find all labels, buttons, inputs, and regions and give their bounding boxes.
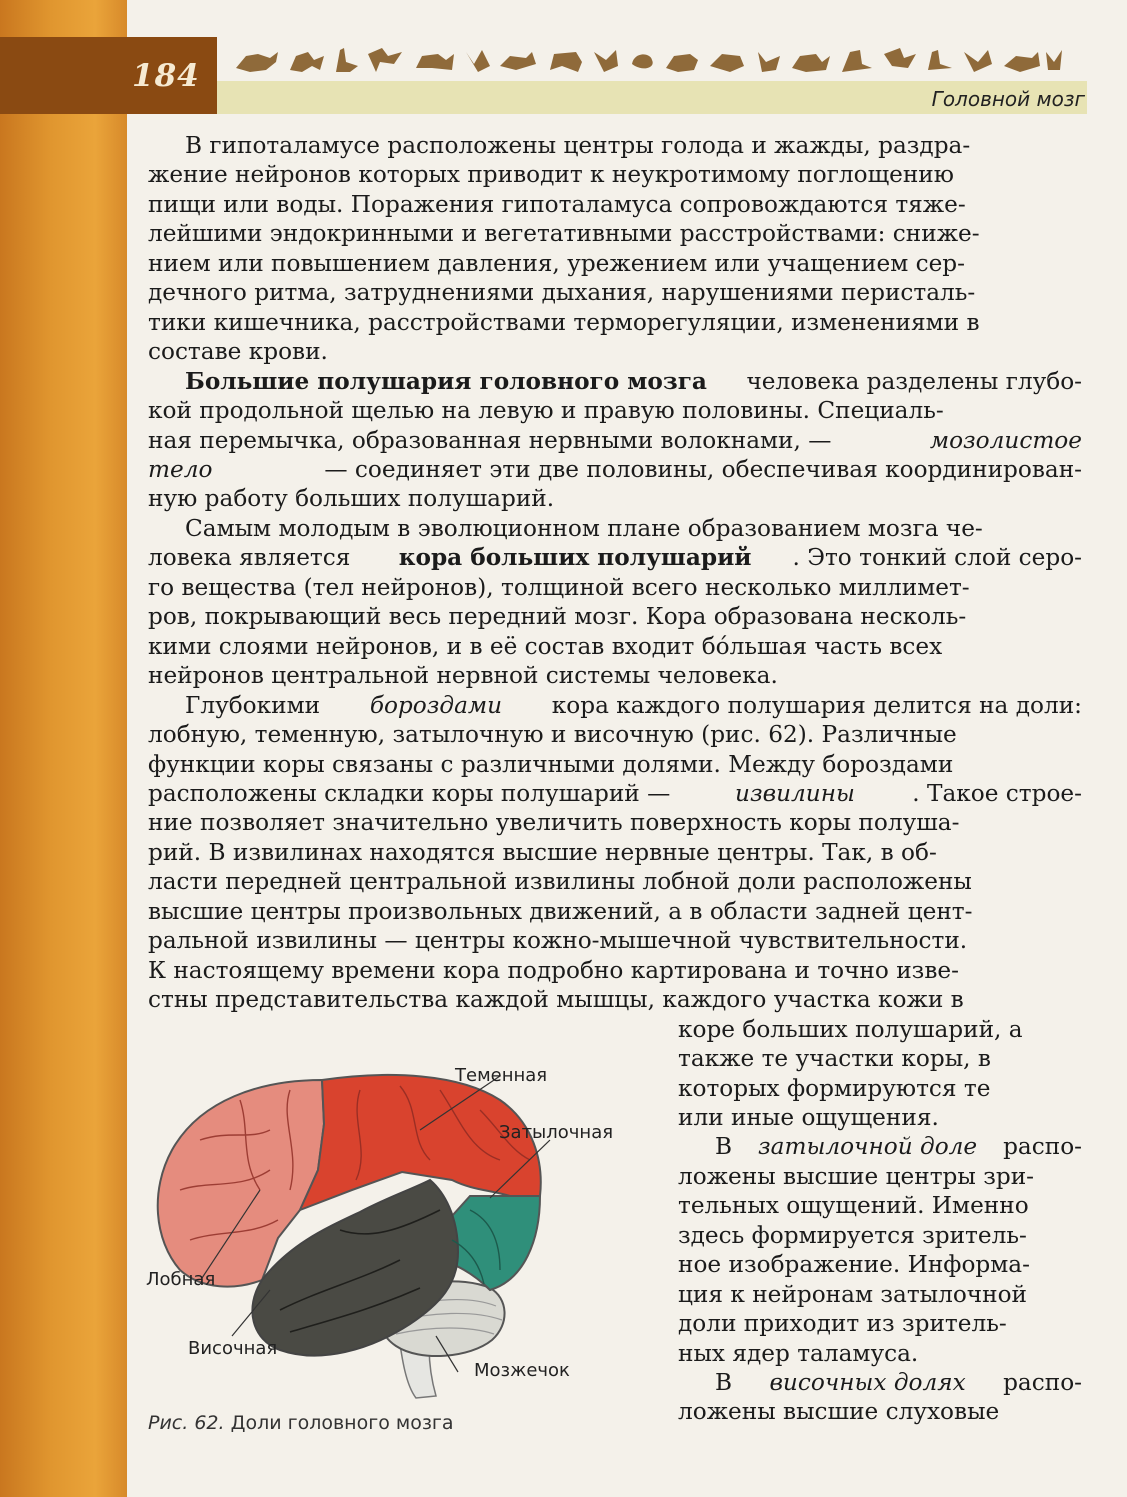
- text-line: [148, 249, 1082, 278]
- text-segment: кора каждого полушария делится на доли:: [544, 691, 1082, 719]
- italic-term: затылочной доле: [757, 1133, 978, 1161]
- label-temporal: Височная: [188, 1338, 278, 1359]
- italic-term: тело: [148, 455, 213, 483]
- text-segment: ное изображение. Информа-: [678, 1251, 1030, 1279]
- text-line: [678, 1221, 1082, 1250]
- text-line: [148, 484, 1082, 513]
- text-line: [148, 602, 1082, 631]
- text-line: [148, 337, 1082, 366]
- text-segment: ров, покрывающий весь передний мозг. Кора образована несколь-: [148, 603, 967, 631]
- label-parietal: Теменная: [455, 1065, 548, 1086]
- text-segment: нейронов центральной нервной системы человека.: [148, 662, 778, 690]
- text-line: [148, 926, 1082, 955]
- text-segment: нием или повышением давления, урежением или учащением сер-: [148, 249, 965, 277]
- text-segment: лобную, теменную, затылочную и височную (рис. 62). Различные: [148, 721, 957, 749]
- text-segment: ных ядер таламуса.: [678, 1339, 919, 1367]
- italic-term: извилины: [735, 779, 855, 807]
- italic-term: мозолистое: [929, 426, 1082, 454]
- text-line: [148, 131, 1082, 160]
- text-line: [678, 1280, 1082, 1309]
- italic-term: бороздами: [369, 691, 503, 719]
- text-segment: ция к нейронам затылочной: [678, 1280, 1027, 1308]
- text-segment: В: [715, 1369, 740, 1397]
- text-segment: стны представительства каждой мышцы, каждого участка кожи в: [148, 986, 964, 1014]
- text-line: [148, 455, 1082, 484]
- label-cerebellum: Мозжечок: [474, 1360, 570, 1381]
- text-segment: функции коры связаны с различными долями. Между бороздами: [148, 750, 954, 778]
- text-segment: ральной извилины — центры кожно-мышечной чувствительности.: [148, 927, 968, 955]
- text-segment: также те участки коры, в: [678, 1045, 991, 1073]
- text-segment: К настоящему времени кора подробно картирована и точно изве-: [148, 956, 959, 984]
- text-segment: составе крови.: [148, 338, 328, 366]
- text-line: [148, 190, 1082, 219]
- text-segment: тельных ощущений. Именно: [678, 1192, 1029, 1220]
- text-line: [148, 367, 1082, 396]
- caption-number: Рис. 62.: [148, 1412, 225, 1434]
- text-segment: го вещества (тел нейронов), толщиной всего несколько миллимет-: [148, 573, 970, 601]
- text-line: [148, 838, 1082, 867]
- text-segment: человека разделены глубо-: [739, 367, 1082, 395]
- text-line: [148, 426, 1082, 455]
- text-segment: Самым молодым в эволюционном плане образованием мозга че-: [185, 514, 983, 542]
- text-segment: ловека является: [148, 544, 358, 572]
- text-segment: расположены складки коры полушарий —: [148, 779, 678, 807]
- text-line: [148, 278, 1082, 307]
- text-line: [148, 543, 1082, 572]
- text-line: [148, 632, 1082, 661]
- label-occipital: Затылочная: [499, 1122, 614, 1143]
- text-line: [148, 573, 1082, 602]
- text-segment: распо-: [995, 1133, 1082, 1161]
- text-segment: здесь формируется зритель-: [678, 1221, 1027, 1249]
- text-segment: или иные ощущения.: [678, 1103, 939, 1131]
- text-segment: рий. В извилинах находятся высшие нервные центры. Так, в об-: [148, 838, 937, 866]
- page-number: 184: [132, 58, 200, 94]
- text-line: [148, 779, 1082, 808]
- text-line: [148, 956, 1082, 985]
- page-side-band: [0, 0, 127, 1497]
- text-line: [148, 396, 1082, 425]
- text-line: [148, 750, 1082, 779]
- text-segment: высшие центры произвольных движений, а в области задней цент-: [148, 897, 973, 925]
- text-segment: ная перемычка, образованная нервными волокнами, —: [148, 426, 839, 454]
- text-segment: кими слоями нейронов, и в её состав входит бóльшая часть всех: [148, 632, 943, 660]
- text-line: [148, 867, 1082, 896]
- text-segment: ложены высшие центры зри-: [678, 1162, 1034, 1190]
- text-line: [678, 1397, 1082, 1426]
- text-segment: распо-: [995, 1369, 1082, 1397]
- text-segment: Глубокими: [185, 691, 328, 719]
- text-line: [678, 1162, 1082, 1191]
- text-line: [678, 1191, 1082, 1220]
- text-segment: — соединяет эти две половины, обеспечивая координирован-: [317, 455, 1082, 483]
- caption-text: Доли головного мозга: [230, 1412, 454, 1434]
- text-line: [678, 1044, 1082, 1073]
- text-line: [678, 1368, 1082, 1397]
- text-line: [678, 1250, 1082, 1279]
- running-header-title: Головной мозг: [931, 87, 1085, 111]
- text-line: [148, 514, 1082, 543]
- text-segment: которых формируются те: [678, 1074, 991, 1102]
- text-line: [148, 808, 1082, 837]
- text-line: [148, 308, 1082, 337]
- text-segment: жение нейронов которых приводит к неукротимому поглощению: [148, 161, 954, 189]
- text-segment: ние позволяет значительно увеличить поверхность коры полуша-: [148, 809, 960, 837]
- text-segment: кой продольной щелью на левую и правую половины. Специаль-: [148, 397, 944, 425]
- text-line: [678, 1309, 1082, 1338]
- bold-term: Большие полушария головного мозга: [185, 367, 707, 395]
- label-frontal: Лобная: [146, 1269, 216, 1290]
- text-line: [148, 897, 1082, 926]
- text-line: [678, 1015, 1082, 1044]
- text-line: [148, 985, 1082, 1014]
- text-line: [148, 691, 1082, 720]
- text-segment: коре больших полушарий, а: [678, 1015, 1023, 1043]
- text-segment: доли приходит из зритель-: [678, 1310, 1007, 1338]
- text-line: [678, 1339, 1082, 1368]
- italic-term: височных долях: [769, 1369, 966, 1397]
- text-segment: ложены высшие слуховые: [678, 1398, 1000, 1426]
- text-segment: лейшими эндокринными и вегетативными расстройствами: сниже-: [148, 220, 980, 248]
- text-line: [678, 1103, 1082, 1132]
- bold-term: кора больших полушарий: [398, 544, 752, 572]
- text-segment: ную работу больших полушарий.: [148, 485, 555, 513]
- figure-caption: [148, 1412, 454, 1434]
- brain-lobes-figure: [140, 1040, 650, 1460]
- text-segment: . Это тонкий слой серо-: [792, 544, 1082, 572]
- text-line: [678, 1074, 1082, 1103]
- text-line: [148, 219, 1082, 248]
- text-segment: дечного ритма, затруднениями дыхания, нарушениями перисталь-: [148, 279, 976, 307]
- text-line: [148, 160, 1082, 189]
- text-segment: тики кишечника, расстройствами терморегуляции, изменениями в: [148, 308, 980, 336]
- animal-silhouette-strip: [232, 42, 1062, 78]
- text-segment: пищи или воды. Поражения гипоталамуса сопровождаются тяже-: [148, 190, 966, 218]
- text-segment: В гипоталамусе расположены центры голода и жажды, раздра-: [185, 132, 971, 159]
- text-line: [678, 1132, 1082, 1161]
- text-segment: ласти передней центральной извилины лобной доли расположены: [148, 868, 972, 896]
- text-line: [148, 720, 1082, 749]
- text-segment: В: [715, 1133, 740, 1161]
- text-segment: . Такое строе-: [912, 779, 1082, 807]
- text-line: [148, 661, 1082, 690]
